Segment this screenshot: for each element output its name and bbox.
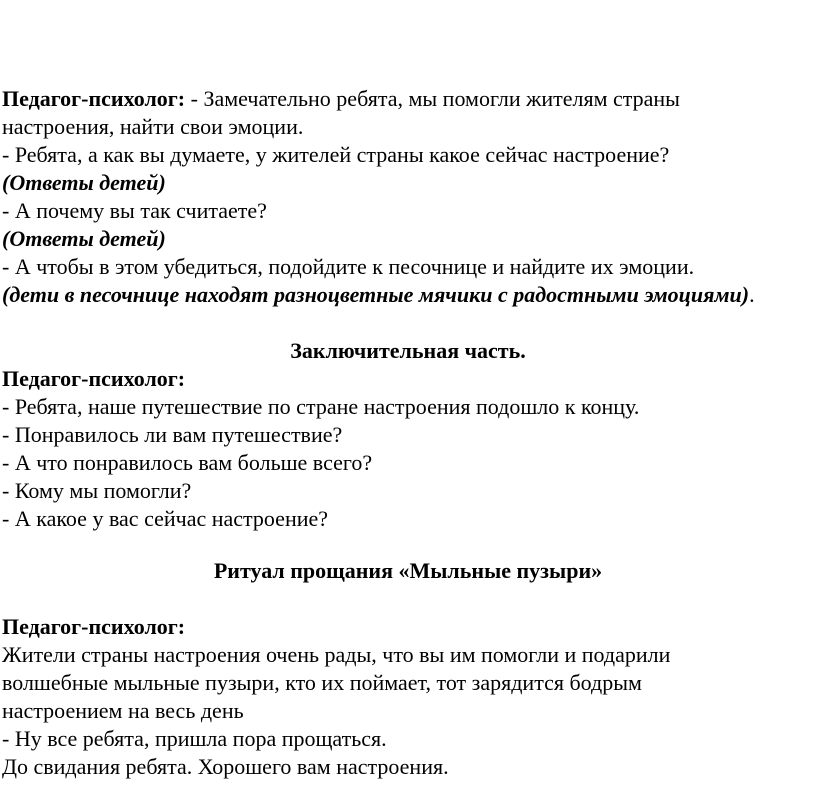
paragraph-line: - А какое у вас сейчас настроение? bbox=[2, 506, 329, 531]
paragraph-line: - Ребята, а как вы думаете, у жителей страны какое сейчас настроение? bbox=[2, 142, 670, 167]
paragraph-line: - Понравилось ли вам путешествие? bbox=[2, 422, 343, 447]
paragraph-line: - А чтобы в этом убедиться, подойдите к песочнице и найдите их эмоции. bbox=[2, 254, 695, 279]
paragraph-line bbox=[2, 86, 680, 112]
stage-direction: (дети в песочнице находят разноцветные мячики с радостными эмоциями) bbox=[2, 282, 750, 307]
paragraph-line: волшебные мыльные пузыри, кто их поймает, тот зарядится бодрым bbox=[2, 670, 642, 695]
children-answer-note: (Ответы детей) bbox=[2, 170, 166, 195]
section-heading: Заключительная часть. bbox=[290, 338, 526, 363]
speaker-label: Педагог-психолог: bbox=[2, 86, 186, 111]
paragraph-line: - А почему вы так считаете? bbox=[2, 198, 267, 223]
paragraph-line: - Ребята, наше путешествие по стране настроения подошло к концу. bbox=[2, 394, 640, 419]
speaker-label: Педагог-психолог: bbox=[2, 366, 186, 391]
speech-text: - Замечательно ребята, мы помогли жителям страны bbox=[185, 86, 680, 111]
speaker-label: Педагог-психолог: bbox=[2, 614, 186, 639]
paragraph-line: Жители страны настроения очень рады, что вы им помогли и подарили bbox=[2, 642, 671, 667]
paragraph-line: До свидания ребята. Хорошего вам настроения. bbox=[2, 754, 449, 779]
paragraph-line: - Ну все ребята, пришла пора прощаться. bbox=[2, 726, 387, 751]
paragraph-line: - Кому мы помогли? bbox=[2, 478, 192, 503]
paragraph-line: настроения, найти свои эмоции. bbox=[2, 114, 304, 139]
stage-direction-end: . bbox=[749, 282, 755, 307]
paragraph-line: - А что понравилось вам больше всего? bbox=[2, 450, 373, 475]
stage-direction-line bbox=[2, 282, 755, 308]
paragraph-line: настроением на весь день bbox=[2, 698, 244, 723]
children-answer-note: (Ответы детей) bbox=[2, 226, 166, 251]
section-heading: Ритуал прощания «Мыльные пузыри» bbox=[213, 558, 603, 583]
